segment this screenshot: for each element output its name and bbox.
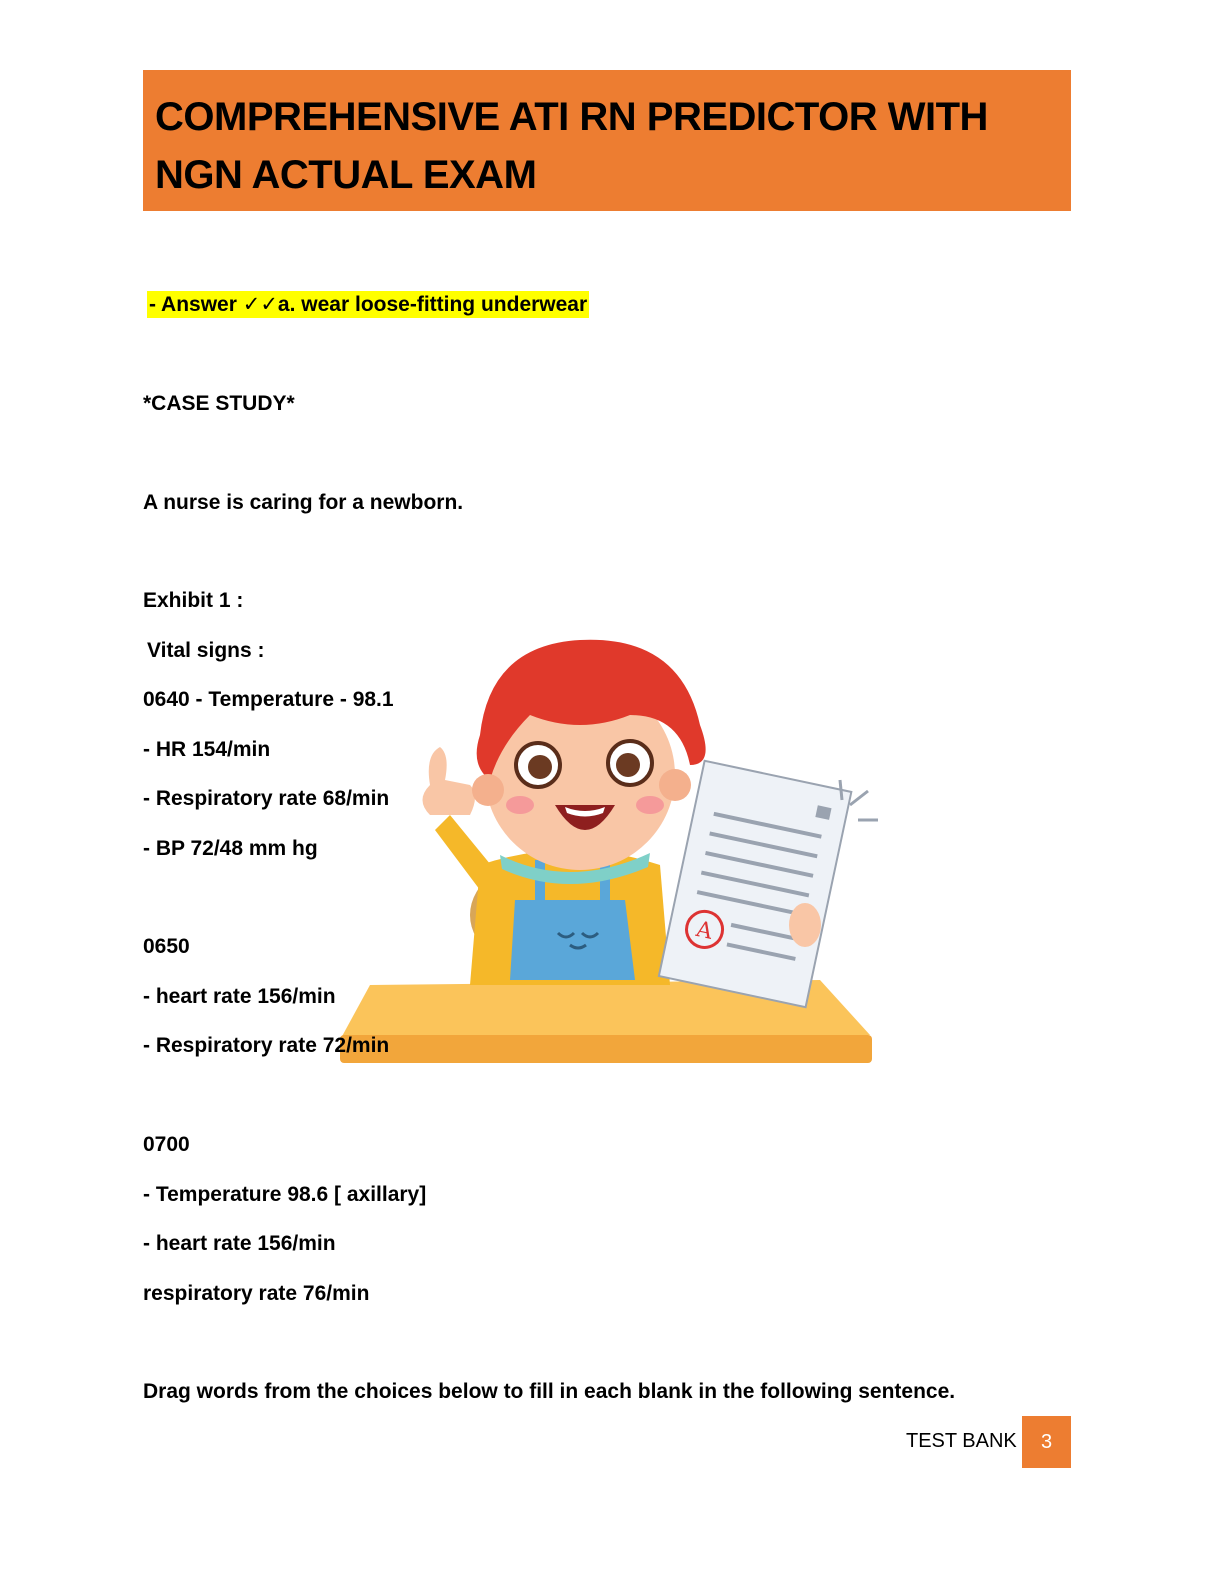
vitals-label: Vital signs : [147,639,265,662]
answer-line [147,292,589,317]
intro-text: A nurse is caring for a newborn. [143,491,464,514]
instruction-text: Drag words from the choices below to fill in each blank in the following sentence. [143,1380,956,1403]
vital-line: - heart rate 156/min [143,1232,336,1255]
vital-line: 0650 [143,935,190,958]
page-number: 3 [1022,1416,1071,1468]
vital-line: - HR 154/min [143,738,271,761]
vital-line: - Respiratory rate 68/min [143,787,390,810]
boy-with-exam-paper-illustration [330,615,890,1075]
answer-text: - Answer ✓✓a. wear loose-fitting underwear [149,293,588,316]
footer-label: TEST BANK [906,1430,1017,1452]
vital-line: - Temperature 98.6 [ axillary] [143,1183,427,1206]
vital-line: - Respiratory rate 72/min [143,1034,390,1057]
case-study-label: *CASE STUDY* [143,392,295,415]
page-title: COMPREHENSIVE ATI RN PREDICTOR WITH NGN ACTUAL EXAM [155,95,988,197]
title-banner [143,70,1071,211]
vital-line: 0700 [143,1133,190,1156]
vital-line: - heart rate 156/min [143,985,336,1008]
grade-mark: A [693,917,715,945]
exhibit-title: Exhibit 1 : [143,589,244,612]
vital-line: - BP 72/48 mm hg [143,837,318,860]
vital-line: 0640 - Temperature - 98.1 [143,688,394,711]
vital-line: respiratory rate 76/min [143,1282,370,1305]
